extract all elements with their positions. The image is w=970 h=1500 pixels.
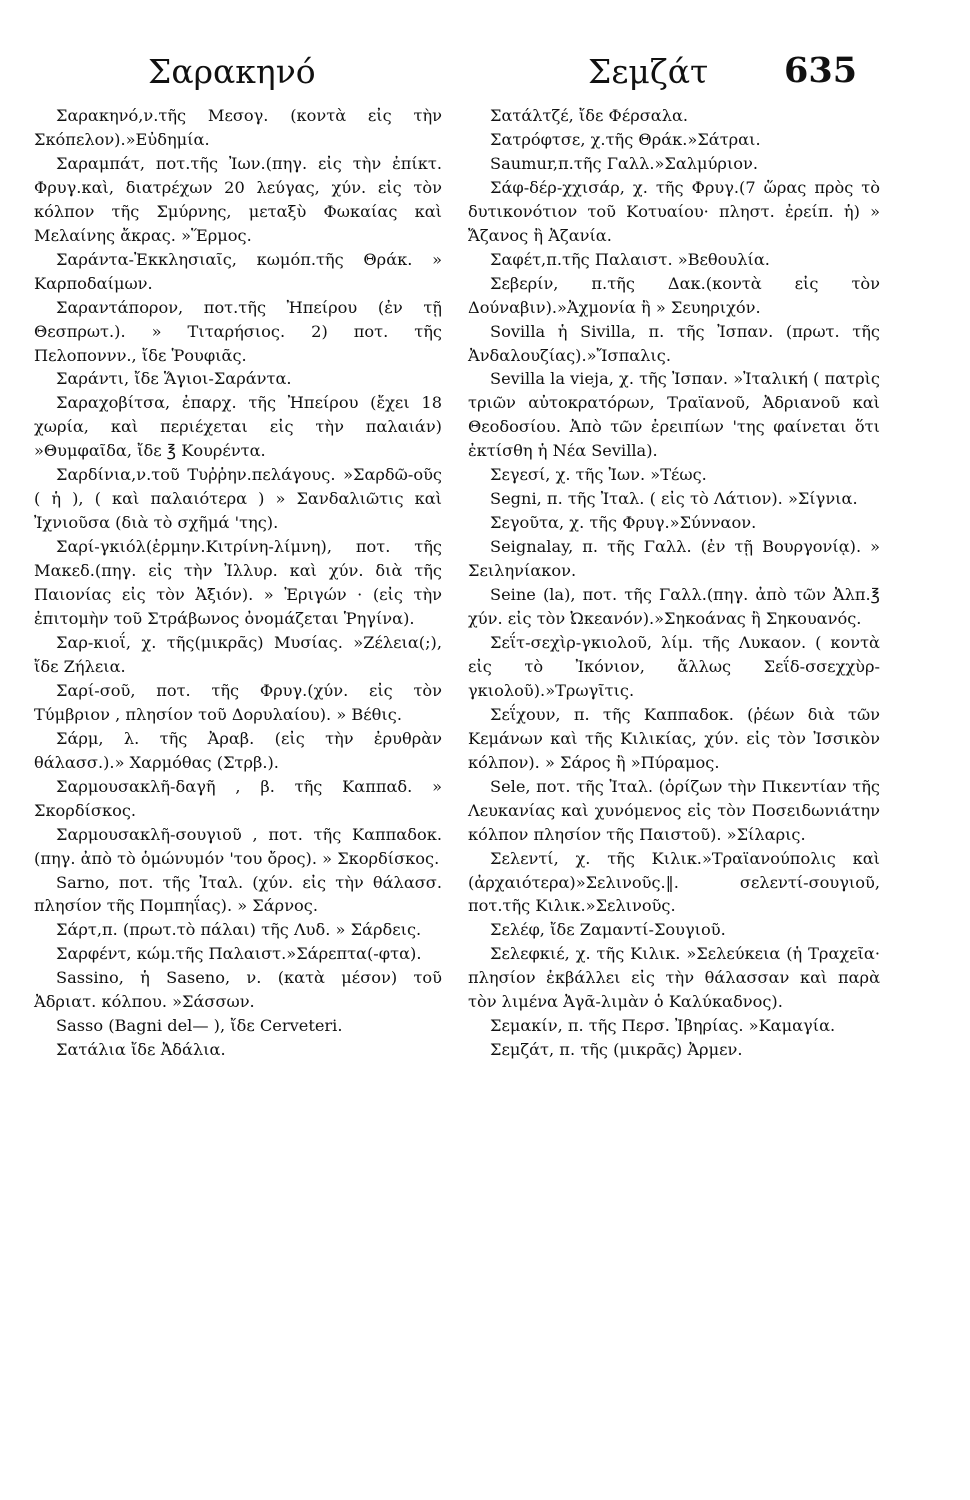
right-column <box>468 104 880 1062</box>
entry: Seine (la), ποτ. τῆς Γαλλ.(πηγ. ἀπὸ τῶν Ἀλπ.℥ χύν. εἰς τὸν Ὠκεανόν).»Σηκοάνας ἢ Σηκουανός. <box>468 585 880 629</box>
entry: Σεΐτ-σεχὶρ-γκιολοῦ, λίμ. τῆς Λυκαον. ( κοντὰ εἰς τὸ Ἰκόνιον, ἄλλως Σεΐδ-σσεχχὺρ-γκιολοῦ).»Τρωγῖτις. <box>468 632 880 700</box>
entry: Σαρμουσακλῆ-σουγιοῦ , ποτ. τῆς Καππαδοκ. (πηγ. ἀπὸ τὸ ὁμώνυμόν 'του ὄρος). » Σκορδίσκος. <box>34 824 442 868</box>
entry: Sele, ποτ. τῆς Ἰταλ. (ὁρίζων τὴν Πικεντίαν τῆς Λευκανίας καὶ χυνόμενος εἰς τὸν Ποσειδωνιάτην κόλπον πλησίον τῆς Παιστοῦ). »Σίλαρις. <box>468 776 880 844</box>
header-left-word: Σαρακηνό <box>148 52 316 91</box>
entry: Σαρί-σοῦ, ποτ. τῆς Φρυγ.(χύν. εἰς τὸν Τύμβριον , πλησίον τοῦ Δορυλαίου). » Βέθις. <box>34 680 442 724</box>
running-header <box>0 52 970 102</box>
entry: Σεμζάτ, π. τῆς (μικρᾶς) Ἀρμεν. <box>490 1040 743 1060</box>
entry: Σαφέτ,π.τῆς Παλαιστ. »Βεθουλία. <box>490 249 770 269</box>
page-number: 635 <box>784 50 858 91</box>
entry: Σαραχοβίτσα, ἐπαρχ. τῆς Ἠπείρου (ἔχει 18 χωρία, καὶ περιέχεται εἰς τὴν παλαιάν) »Θυμφαῖδα, ἴδε ℥ Κουρέντα. <box>34 393 442 461</box>
entry: Σαρδίνια,ν.τοῦ Τυῤῥην.πελάγους. »Σαρδῶ-οῦς ( ἡ ), ( καὶ παλαιότερα ) » Σανδαλιῶτις καὶ Ἰχνιοῦσα (διὰ τὸ σχῆμά 'της). <box>34 465 442 533</box>
entry: Sevilla la vieja, χ. τῆς Ἰσπαν. »Ἰταλική ( πατρὶς τριῶν αὐτοκρατόρων, Τραϊανοῦ, Ἀδριανοῦ καὶ Θεοδοσίου. Ἀπὸ τῶν ἐρειπίων 'της φαίνεται ὅτι ἐκτίσθη ἡ Νέα Sevilla). <box>468 369 880 461</box>
entry: Σαράντα-Ἐκκλησιαῖς, κωμόπ.τῆς Θράκ. » Καρποδαίμων. <box>34 249 442 293</box>
entry: Σαραντάπορον, ποτ.τῆς Ἠπείρου (ἐν τῇ Θεσπρωτ.). » Τιταρήσιος. 2) ποτ. τῆς Πελοποννν., ἴδε Ῥουφιᾶς. <box>34 297 442 365</box>
entry: Sarno, ποτ. τῆς Ἰταλ. (χύν. εἰς τὴν θάλασσ. πλησίον τῆς Πομπηΐας). » Σάρνος. <box>34 872 442 916</box>
entry: Σατρόφτσε, χ.τῆς Θράκ.»Σάτραι. <box>490 129 761 149</box>
entry: Sassino, ἡ Saseno, ν. (κατὰ μέσον) τοῦ Ἀδριατ. κόλπου. »Σάσσων. <box>34 968 442 1012</box>
left-column <box>34 104 442 1062</box>
entry: Σαρακηνό,ν.τῆς Μεσογ. (κοντὰ εἰς τὴν Σκόπελον).»Εὐδημία. <box>34 106 442 149</box>
entry: Σεμακίν, π. τῆς Περσ. Ἰβηρίας. »Καμαγία. <box>490 1016 836 1036</box>
entry: Σελεφκιέ, χ. τῆς Κιλικ. »Σελεύκεια (ἡ Τραχεῖα· πλησίον ἐκβάλλει εἰς τὴν θάλασσαν καὶ παρὰ τὸν λιμένα Ἀγᾶ-λιμὰν ὁ Καλύκαδνος). <box>468 944 880 1012</box>
entry: Σελεντί, χ. τῆς Κιλικ.»Τραϊανούπολις καὶ (ἀρχαιότερα)»Σελινοῦς.‖. σελεντί-σουγιοῦ, ποτ.τῆς Κιλικ.»Σελινοῦς. <box>468 848 880 916</box>
entry: Σατάλια ἴδε Ἀδάλια. <box>56 1040 226 1060</box>
entry: Σαρμουσακλῆ-δαγῆ , β. τῆς Καππαδ. » Σκορδίσκος. <box>34 776 442 820</box>
entry: Sasso (Bagni del— ), ἴδε Cerveteri. <box>56 1016 343 1036</box>
entry: Saumur,π.τῆς Γαλλ.»Σαλμύριον. <box>490 153 759 173</box>
entry: Segni, π. τῆς Ἰταλ. ( εἰς τὸ Λάτιον). »Σίγνια. <box>490 489 858 509</box>
entry: Sovilla ἡ Sivilla, π. τῆς Ἰσπαν. (πρωτ. τῆς Ἀνδαλουζίας).»Ἴσπαλις. <box>468 321 880 365</box>
entry: Seignalay, π. τῆς Γαλλ. (ἐν τῇ Βουργονίᾳ). » Σειληνίακον. <box>468 537 880 581</box>
entry: Σεγοῦτα, χ. τῆς Φρυγ.»Σύνναον. <box>490 513 757 533</box>
entry: Σάφ-δέρ-χχισάρ, χ. τῆς Φρυγ.(7 ὥρας πρὸς τὸ δυτικονότιον τοῦ Κοτυαίου· πληστ. ἐρείπ. ἡ) » Ἄζανος ἢ Ἀζανία. <box>468 177 880 245</box>
entry: Σάρμ, λ. τῆς Ἀραβ. (εἰς τὴν ἐρυθρὰν θάλασσ.).» Χαρμόθας (Στρβ.). <box>34 728 442 772</box>
entry: Σατάλτζέ, ἴδε Φέρσαλα. <box>490 106 689 125</box>
entry: Σαρφέντ, κώμ.τῆς Παλαιστ.»Σάρεπτα(-φτα). <box>56 944 422 964</box>
entry: Σεβερίν, π.τῆς Δακ.(κοντὰ εἰς τὸν Δούναβιν).»Ἀχμονία ἢ » Σευηριχόν. <box>468 273 880 317</box>
entry: Σεΐχουν, π. τῆς Καππαδοκ. (ῥέων διὰ τῶν Κεμάνων καὶ τῆς Κιλικίας, χύν. εἰς τὸν Ἰσσικὸν κόλπον). » Σάρος ἢ »Πύραμος. <box>468 704 880 772</box>
entry: Σαραμπάτ, ποτ.τῆς Ἰων.(πηγ. εἰς τὴν ἐπίκτ. Φρυγ.καὶ, διατρέχων 20 λεύγας, χύν. εἰς τὸν κόλπον τῆς Σμύρνης, μεταξὺ Φωκαίας καὶ Μελαίνης ἄκρας. »Ἕρμος. <box>34 153 442 245</box>
header-right-word: Σεμζάτ <box>588 52 709 91</box>
entry: Σελέφ, ἴδε Ζαμαντί-Σουγιοῦ. <box>490 920 726 940</box>
entry: Σαρί-γκιόλ(ἑρμην.Κιτρίνη-λίμνη), ποτ. τῆς Μακεδ.(πηγ. εἰς τὴν Ἰλλυρ. καὶ χύν. διὰ τῆς Παιονίας εἰς τὸν Ἀξιόν). » Ἐριγών · (εἰς τὴν ἐπιτομὴν τοῦ Στράβωνος ὀνομάζεται Ῥηγίνα). <box>34 537 442 629</box>
entry: Σαρ-κιοΐ, χ. τῆς(μικρᾶς) Μυσίας. »Ζέλεια(;), ἴδε Ζήλεια. <box>34 632 442 676</box>
entry: Σαράντι, ἴδε Ἅγιοι-Σαράντα. <box>56 369 292 389</box>
entry: Σεγεσί, χ. τῆς Ἰων. »Τέως. <box>490 465 707 485</box>
entry: Σάρτ,π. (πρωτ.τὸ πάλαι) τῆς Λυδ. » Σάρδεις. <box>56 920 422 940</box>
